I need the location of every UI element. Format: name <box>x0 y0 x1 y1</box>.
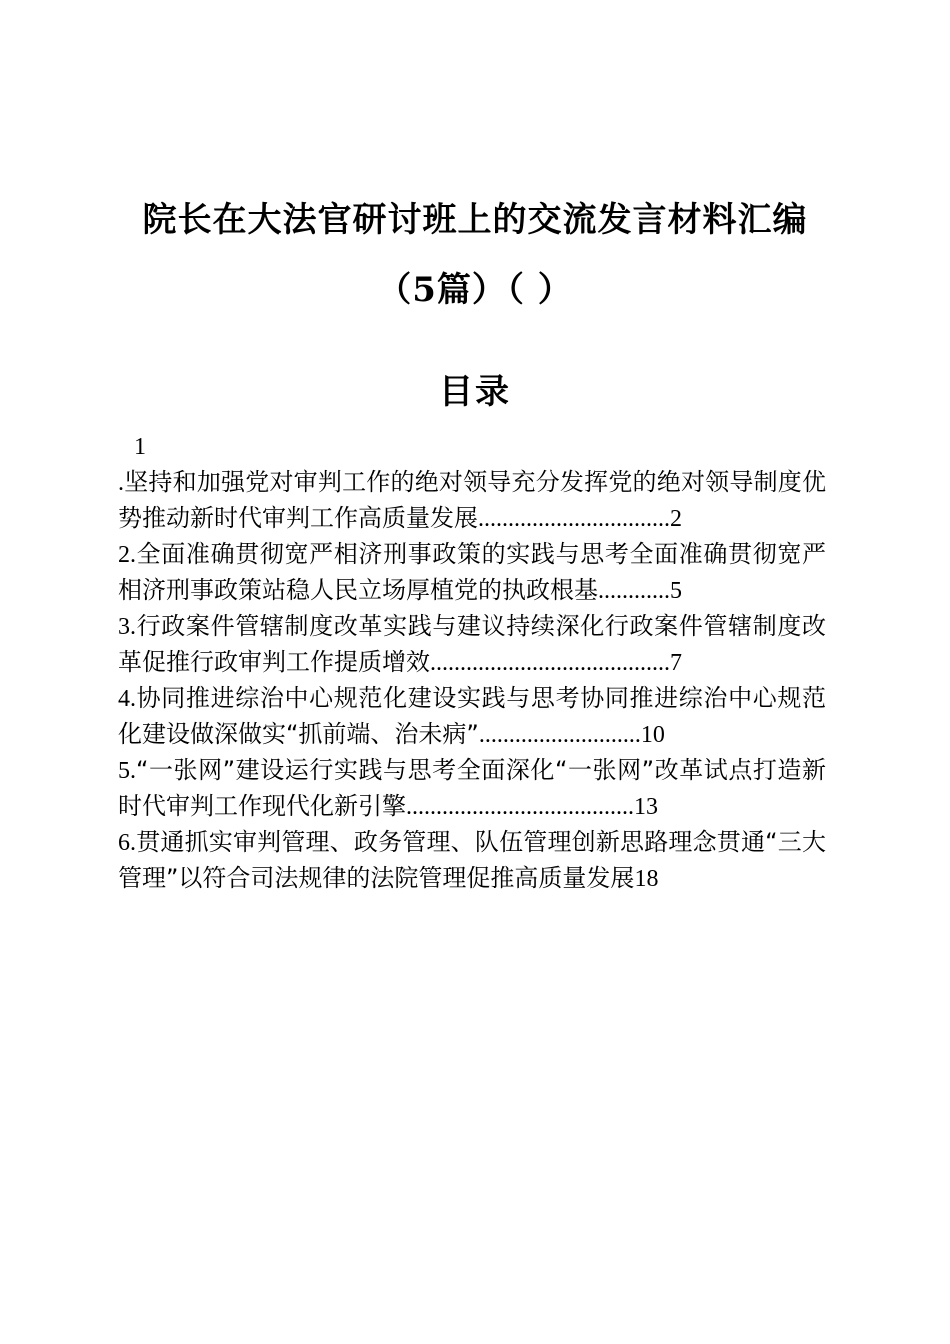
toc-entry[interactable] <box>118 465 826 537</box>
toc-entry-text: 贯通抓实审判管理、政务管理、队伍管理创新思路理念贯通“三大管理”以符合司法规律的法院管理促推高质量发展 <box>118 828 826 892</box>
toc-entry-number: 6. <box>118 830 136 856</box>
toc-entry-prefix: . <box>118 470 124 496</box>
table-of-contents <box>118 430 826 897</box>
toc-entry-page: 18 <box>634 866 659 892</box>
toc-entry-page: 10 <box>640 722 665 748</box>
toc-entry-page: 5 <box>670 578 682 604</box>
toc-heading: 目录 <box>439 372 511 412</box>
document-subtitle: （5篇）（ ） <box>377 270 573 310</box>
toc-entry-leader: ........................................ <box>430 650 670 676</box>
toc-entry-number: 3. <box>118 614 136 640</box>
toc-entry[interactable] <box>118 537 826 609</box>
toc-entry-leader: ................................ <box>478 506 670 532</box>
toc-entry-page: 2 <box>670 506 682 532</box>
toc-entry-leader: ...................................... <box>406 794 634 820</box>
document-title: 院长在大法官研讨班上的交流发言材料汇编 <box>142 200 808 240</box>
toc-entry-text: “一张网”建设运行实践与思考全面深化“一张网”改革试点打造新时代审判工作现代化新引擎 <box>118 756 826 820</box>
toc-entry[interactable] <box>118 681 826 753</box>
toc-entry-page: 13 <box>634 794 658 820</box>
toc-entry-leader: ........................... <box>478 722 641 748</box>
toc-entry-number: 4. <box>118 686 136 712</box>
toc-entry-leader: ............ <box>598 578 670 604</box>
toc-entry-number: 1 <box>134 434 146 460</box>
toc-entry-page: 7 <box>670 650 682 676</box>
toc-entry-text: 全面准确贯彻宽严相济刑事政策的实践与思考全面准确贯彻宽严相济刑事政策站稳人民立场厚植党的执政根基 <box>118 540 826 604</box>
toc-entry-text: 坚持和加强党对审判工作的绝对领导充分发挥党的绝对领导制度优势推动新时代审判工作高质量发展 <box>118 468 826 532</box>
toc-entry-text: 行政案件管辖制度改革实践与建议持续深化行政案件管辖制度改革促推行政审判工作提质增效 <box>118 612 826 676</box>
toc-entry[interactable] <box>118 825 826 897</box>
toc-entry-number: 2. <box>118 542 136 568</box>
toc-entry-number: 5. <box>118 758 136 784</box>
toc-entry[interactable] <box>118 609 826 681</box>
toc-entry[interactable] <box>118 753 826 825</box>
toc-entry-text: 协同推进综治中心规范化建设实践与思考协同推进综治中心规范化建设做深做实“抓前端、治未病” <box>118 684 826 748</box>
